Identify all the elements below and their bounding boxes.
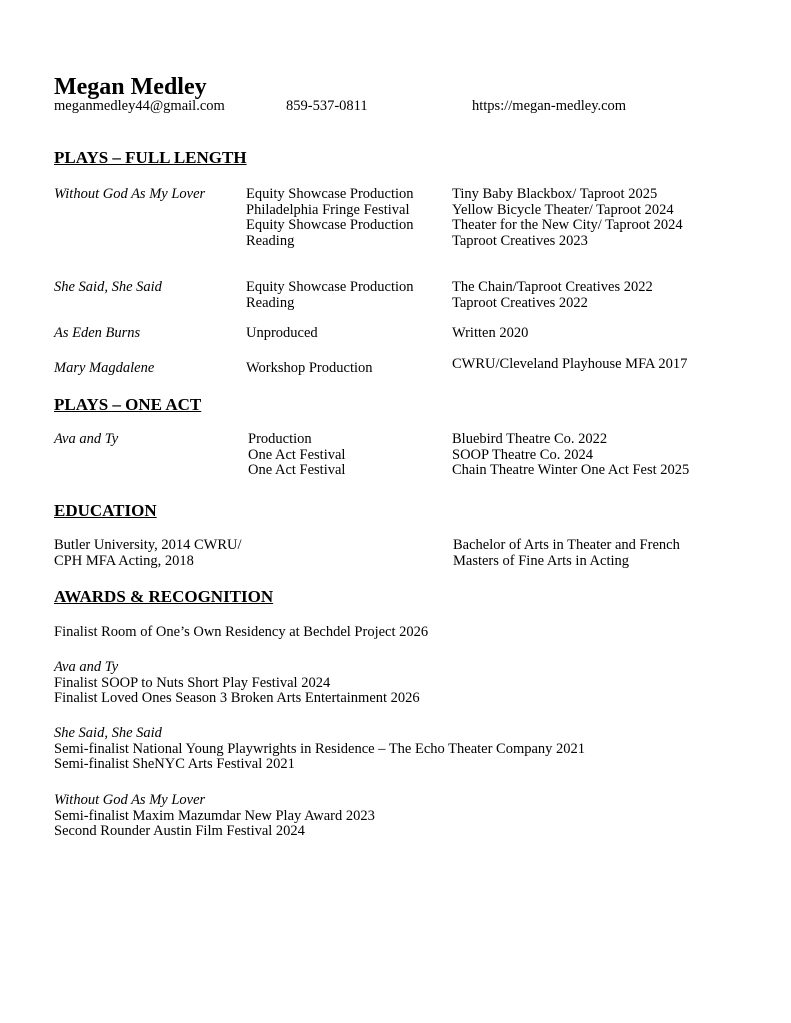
production-type: Equity Showcase Production [246,217,414,233]
phone: 859-537-0811 [286,98,368,114]
play-title: She Said, She Said [54,279,162,295]
resume-name: Megan Medley [54,74,207,100]
venue: Taproot Creatives 2022 [452,294,588,311]
play-title: Mary Magdalene [54,360,155,376]
play-title: Ava and Ty [54,431,119,447]
award-group-title: Without God As My Lover [54,792,206,808]
production-type: Philadelphia Fringe Festival [246,201,410,218]
award-group-title: Ava and Ty [54,659,119,675]
production-type: Equity Showcase Production [246,279,414,295]
venue: Theater for the New City/ Taproot 2024 [452,217,683,233]
award-group-title: She Said, She Said [54,725,162,741]
award-item: Semi-finalist Maxim Mazumdar New Play Award 2023 [54,807,375,824]
production-type: Reading [246,294,295,311]
production-type: Equity Showcase Production [246,186,414,202]
section-heading-education: EDUCATION [54,501,157,520]
play-title: Without God As My Lover [54,186,206,202]
production-type: Reading [246,232,295,249]
venue: CWRU/Cleveland Playhouse MFA 2017 [452,356,688,372]
award-item: Finalist Loved Ones Season 3 Broken Arts Entertainment 2026 [54,690,420,706]
venue: Yellow Bicycle Theater/ Taproot 2024 [452,201,674,218]
education-school: Butler University, 2014 CWRU/ [54,537,242,553]
award-item: Finalist Room of One’s Own Residency at Bechdel Project 2026 [54,624,429,640]
production-type: One Act Festival [248,446,346,463]
venue: Taproot Creatives 2023 [452,232,588,249]
venue: Tiny Baby Blackbox/ Taproot 2025 [452,186,658,202]
production-type: Production [248,431,312,447]
section-heading-one-act: PLAYS – ONE ACT [54,395,202,414]
award-item: Finalist SOOP to Nuts Short Play Festival 2024 [54,674,331,691]
award-item: Semi-finalist SheNYC Arts Festival 2021 [54,756,295,772]
production-type: Workshop Production [246,360,373,376]
production-type: Unproduced [246,325,318,341]
venue: Written 2020 [452,325,529,341]
section-heading-full-length: PLAYS – FULL LENGTH [54,148,247,167]
award-item: Second Rounder Austin Film Festival 2024 [54,823,305,839]
play-title: As Eden Burns [54,325,141,341]
education-degree: Bachelor of Arts in Theater and French [453,537,680,553]
award-item: Semi-finalist National Young Playwrights in Residence – The Echo Theater Company 2021 [54,740,586,757]
section-heading-awards: AWARDS & RECOGNITION [54,587,274,606]
venue: Bluebird Theatre Co. 2022 [452,431,608,447]
education-degree: Masters of Fine Arts in Acting [453,552,630,569]
venue: The Chain/Taproot Creatives 2022 [452,279,653,295]
production-type: One Act Festival [248,462,346,478]
email: meganmedley44@gmail.com [54,98,225,114]
venue: Chain Theatre Winter One Act Fest 2025 [452,462,690,478]
venue: SOOP Theatre Co. 2024 [452,446,593,463]
website: https://megan-medley.com [472,98,627,114]
education-school: CPH MFA Acting, 2018 [54,552,194,569]
